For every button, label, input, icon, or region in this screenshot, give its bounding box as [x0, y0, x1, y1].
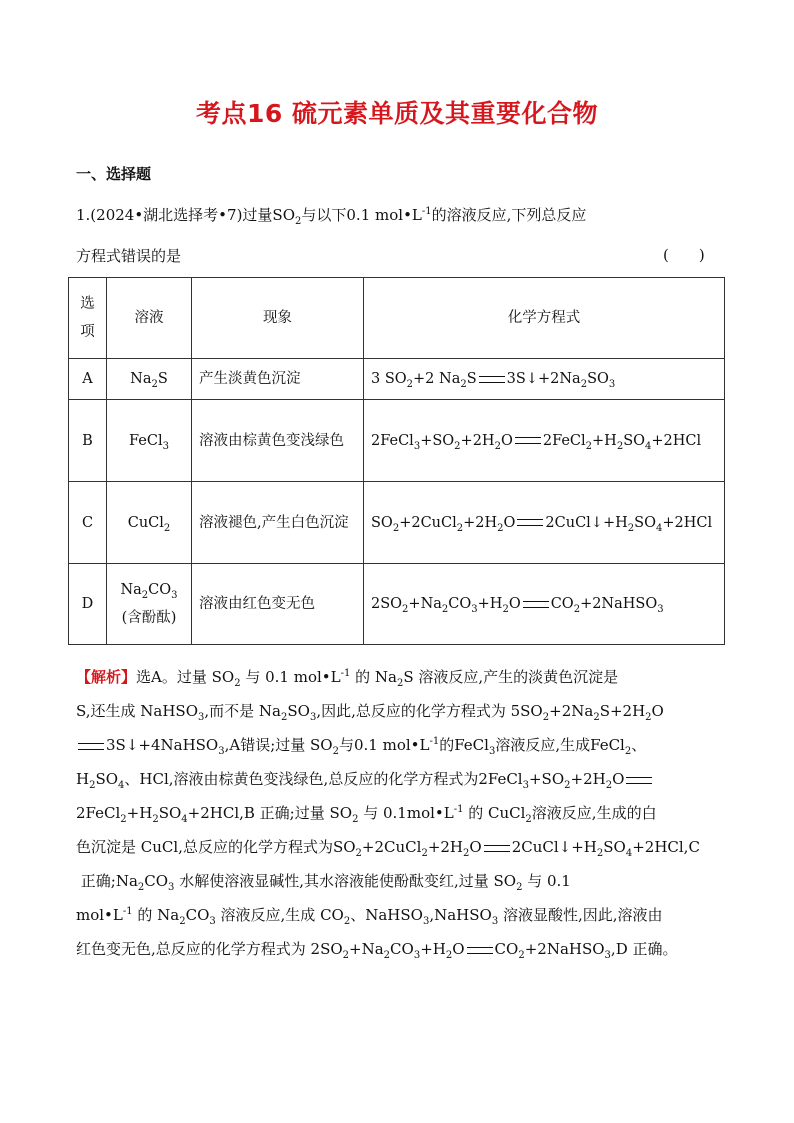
- analysis-block: [76, 660, 726, 966]
- analysis-tag: 【解析】: [76, 668, 137, 686]
- section-heading: 一、选择题: [76, 165, 152, 183]
- header-phenomenon: 现象: [192, 278, 364, 359]
- question-line-2: 方程式错误的是: [76, 247, 182, 265]
- analysis-line: $mol•L^{-1}$ 的 $Na_2CO_3$ 溶液反应,生成 $CO_2$、NaHSO$_3$,NaHSO$_3$ 溶液显酸性,因此,溶液由: [76, 906, 663, 927]
- solution-cell: $Na_2CO_3$ (含酚酞): [107, 564, 192, 645]
- table-row: [69, 400, 725, 482]
- header-equation: 化学方程式: [364, 278, 725, 359]
- table-row: [69, 482, 725, 564]
- answer-parentheses: ( ): [663, 246, 705, 264]
- option-label: A: [69, 359, 107, 400]
- table-row: [69, 359, 725, 400]
- header-solution: 溶液: [107, 278, 192, 359]
- analysis-line: S,还生成 NaHSO$_3$,而不是 $Na_2SO_3$,因此,总反应的化学方程式为 $5SO_2+2Na_2S+2H_2O$: [76, 702, 664, 723]
- options-table: [68, 277, 725, 645]
- table-row: [69, 564, 725, 645]
- equation-cell: 3 $SO_2+2$ $Na_2S$ $3S↓+2Na_2SO_3$: [364, 359, 725, 400]
- equation-cell: $2FeCl_3+SO_2+2H_2O$ $2FeCl_2+H_2SO_4+2HCl$: [364, 400, 725, 482]
- table-header-row: [69, 278, 725, 359]
- analysis-line: $H_2SO_4$、HCl,溶液由棕黄色变浅绿色,总反应的化学方程式为$2FeCl_3+SO_2+2H_2O$: [76, 762, 726, 796]
- phenomenon-cell: 产生淡黄色沉淀: [192, 359, 364, 400]
- analysis-line: $2FeCl_2+H_2SO_4+2HCl,B$ 正确;过量 $SO_2$ 与 $0.1mol•L^{-1}$ 的 CuCl$_2$溶液反应,生成的白: [76, 804, 657, 825]
- page-title: 考点16 硫元素单质及其重要化合物: [196, 99, 598, 128]
- question-text-a: 1.(2024•湖北选择考•7)过量SO: [76, 206, 296, 224]
- question-line-1: 1.(2024•湖北选择考•7)过量$SO_2$与以下0.1 $mol•L^{-1}$的溶液反应,下列总反应: [76, 206, 587, 227]
- analysis-line: 【解析】选A。过量 $SO_2$ 与 0.1 $mol•L^{-1}$ 的 $Na_2S$ 溶液反应,产生的淡黄色沉淀是: [76, 668, 619, 689]
- phenomenon-cell: 溶液由棕黄色变浅绿色: [192, 400, 364, 482]
- phenomenon-cell: 溶液褪色,产生白色沉淀: [192, 482, 364, 564]
- analysis-line: 色沉淀是 CuCl,总反应的化学方程式为$SO_2+2CuCl_2+2H_2O$ $2CuCl↓+H_2SO_4+2HCl,C$: [76, 838, 700, 859]
- solution-cell: FeCl$_3$: [107, 400, 192, 482]
- option-label: B: [69, 400, 107, 482]
- equation-cell: $SO_2+2CuCl_2+2H_2O$ $2CuCl↓+H_2SO_4+2HCl$: [364, 482, 725, 564]
- analysis-line: 红色变无色,总反应的化学方程式为 $2SO_2+Na_2CO_3+H_2O$ $CO_2+2NaHSO_3,D$ 正确。: [76, 940, 678, 961]
- question-text-b: 与以下0.1 mol•L: [301, 206, 422, 224]
- analysis-line: 正确$;Na_2CO_3$ 水解使溶液显碱性,其水溶液能使酚酞变红,过量 $SO_2$ 与 0.1: [76, 872, 571, 893]
- option-label: D: [69, 564, 107, 645]
- question-text-c: 的溶液反应,下列总反应: [431, 206, 587, 224]
- solution-cell: CuCl$_2$: [107, 482, 192, 564]
- phenomenon-cell: 溶液由红色变无色: [192, 564, 364, 645]
- analysis-line: 3S↓+4NaHSO$_3$,A错误;过量 $SO_2$与0.1 $mol•L^{-1}$的FeCl$_3$溶液反应,生成FeCl$_2$、: [76, 728, 726, 762]
- option-label: C: [69, 482, 107, 564]
- solution-cell: $Na_2S$: [107, 359, 192, 400]
- equation-cell: $2SO_2+Na_2CO_3+H_2O$ $CO_2+2NaHSO_3$: [364, 564, 725, 645]
- header-option: 选 项: [69, 278, 107, 359]
